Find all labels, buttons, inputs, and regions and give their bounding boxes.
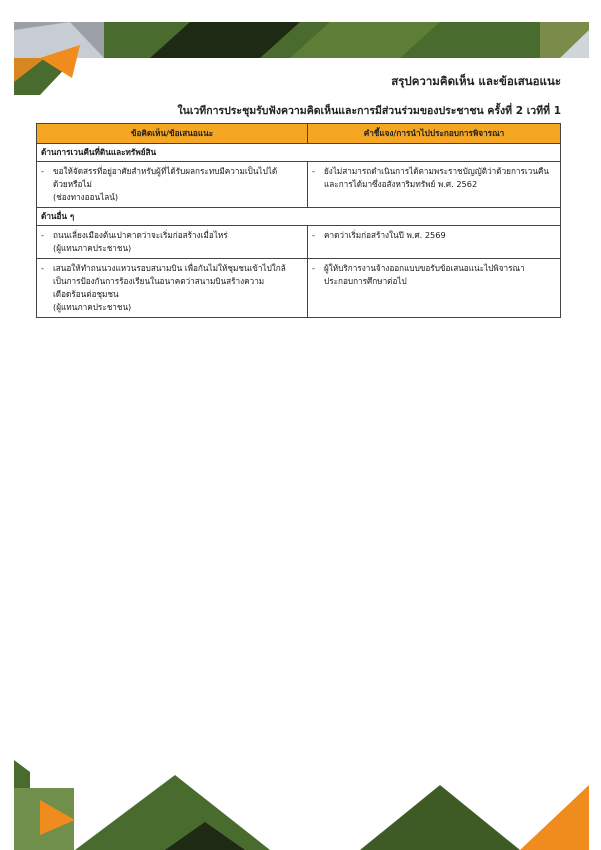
column-header-comment: ข้อคิดเห็น/ข้อเสนอแนะ [37,124,308,144]
response-text: คาดว่าเริ่มก่อสร้างในปี พ.ศ. 2569 [324,230,446,240]
bottom-banner [0,760,601,850]
section-row [37,208,561,226]
comment-source: (ผู้แทนภาคประชาชน) [53,243,132,253]
response-text-cont: ประกอบการศึกษาต่อไป [324,276,407,286]
comment-cell: - เสนอให้ทำถนนวงแหวนรอบสนามบิน เพื่อกันไม่ให้ชุมชนเข้าไปใกล้ เป็นการป้องกันการร้องเรียนในอนาคตว่าสนามบินสร้างความ เดือดร้อนต่อชุมชน (ผู้แทนภาคประชาชน) [37,259,308,318]
comment-cell: - ขอให้จัดสรรที่อยู่อาศัยสำหรับผู้ที่ได้รับผลกระทบมีความเป็นไปได้ ด้วยหรือไม่ (ช่องทางออนไลน์) [37,162,308,208]
banner-bottom-orange-triangle [520,785,589,850]
response-cell: - ผู้ให้บริการงานจ้างออกแบบขอรับข้อเสนอแนะไปพิจารณา ประกอบการศึกษาต่อไป [308,259,561,318]
section-row [37,144,561,162]
comment-text: ขอให้จัดสรรที่อยู่อาศัยสำหรับผู้ที่ได้รับผลกระทบมีความเป็นไปได้ [53,166,278,176]
response-text: ยังไม่สามารถดำเนินการได้ตามพระราชบัญญัติว่าด้วยการเวนคืน [324,166,549,176]
section-title-other: ด้านอื่น ๆ [37,208,561,226]
response-cell: - คาดว่าเริ่มก่อสร้างในปี พ.ศ. 2569 [308,226,561,259]
banner-bottom-green-triangle-2 [360,785,520,850]
comment-text-cont: เป็นการป้องกันการร้องเรียนในอนาคตว่าสนามบินสร้างความ [53,276,265,286]
comment-source: (ช่องทางออนไลน์) [53,192,119,202]
response-cell: - ยังไม่สามารถดำเนินการได้ตามพระราชบัญญัติว่าด้วยการเวนคืน และการได้มาซึ่งอสังหาริมทรัพย์ พ.ศ. 2562 [308,162,561,208]
comment-cell: - ถนนเลี่ยงเมืองต้นเปาคาดว่าจะเริ่มก่อสร้างเมื่อไหร่ (ผู้แทนภาคประชาชน) [37,226,308,259]
table-row [37,162,561,208]
response-text: ผู้ให้บริการงานจ้างออกแบบขอรับข้อเสนอแนะไปพิจารณา [324,263,525,273]
comment-text-cont: ด้วยหรือไม่ [53,179,92,189]
table-header-row [37,124,561,144]
response-text-cont: และการได้มาซึ่งอสังหาริมทรัพย์ พ.ศ. 2562 [324,179,478,189]
column-header-response: คำชี้แจง/การนำไปประกอบการพิจารณา [308,124,561,144]
comment-text: เสนอให้ทำถนนวงแหวนรอบสนามบิน เพื่อกันไม่ให้ชุมชนเข้าไปใกล้ [53,263,286,273]
comment-text-cont: เดือดร้อนต่อชุมชน [53,289,119,299]
table-row [37,226,561,259]
page-subtitle: ในเวทีการประชุมรับฟังความคิดเห็นและการมีส่วนร่วมของประชาชน ครั้งที่ 2 เวทีที่ 1 [177,105,561,117]
banner-bottom-green-triangle [75,775,270,850]
comment-source: (ผู้แทนภาคประชาชน) [53,302,132,312]
comments-table [36,123,561,318]
page-title: สรุปความคิดเห็น และข้อเสนอแนะ [391,74,561,88]
comment-text: ถนนเลี่ยงเมืองต้นเปาคาดว่าจะเริ่มก่อสร้างเมื่อไหร่ [53,230,228,240]
table-row [37,259,561,318]
section-title-expropriation: ด้านการเวนคืนที่ดินและทรัพย์สิน [37,144,561,162]
